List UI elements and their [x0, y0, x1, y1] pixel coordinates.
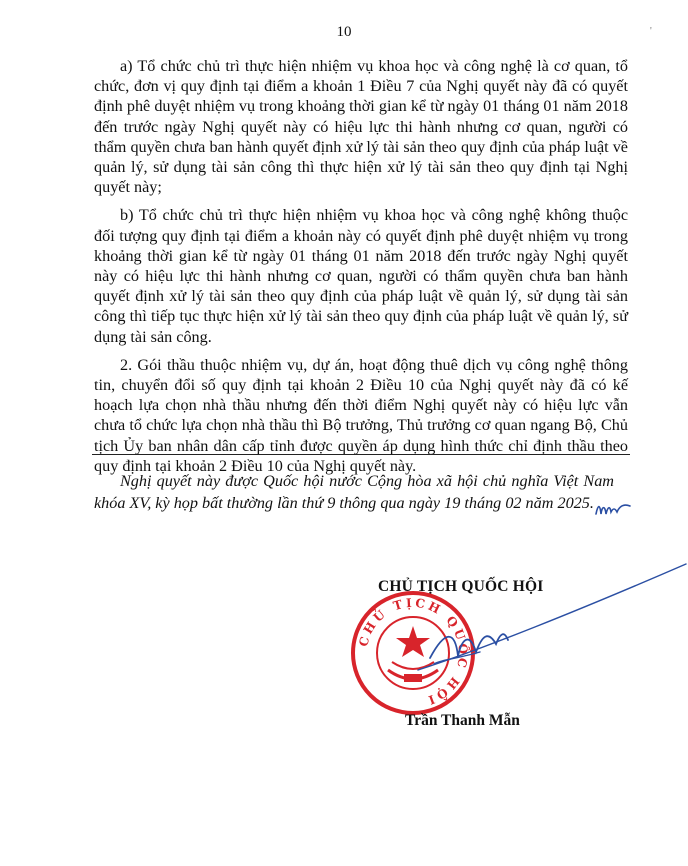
closing-statement: Nghị quyết này được Quốc hội nước Cộng hòa xã hội chủ nghĩa Việt Nam khóa XV, kỳ họp bất thường lần thứ 9 thông qua ngày 19 tháng 02 năm 2025.	[94, 472, 614, 512]
paragraph-b: b) Tổ chức chủ trì thực hiện nhiệm vụ khoa học và công nghệ không thuộc đối tượng quy định tại điểm a khoản này có quyết định phê duyệt nhiệm vụ trong khoảng thời gian kể từ ngày 01 tháng 01 năm 2018 đến trước ngày Nghị quyết này có hiệu lực thi hành nhưng cơ quan, người có thẩm quyền chưa ban hành quyết định xử lý tài sản theo quy định của pháp luật về quản lý, sử dụng tài sản công thì tiếp tục thực hiện xử lý tài sản theo quy định của pháp luật về quản lý, sử dụng tài sản công.	[94, 206, 628, 346]
separator-rule	[92, 454, 630, 455]
signature-scribble	[400, 560, 688, 720]
signatory-title: CHỦ TỊCH QUỐC HỘI	[378, 578, 544, 595]
paragraph-2: 2. Gói thầu thuộc nhiệm vụ, dự án, hoạt động thuê dịch vụ công nghệ thông tin, chuyển đổi số quy định tại khoản 2 Điều 10 của Nghị quyết này đã có kế hoạch lựa chọn nhà thầu nhưng đến thời điểm Nghị quyết này có hiệu lực vẫn chưa tổ chức lựa chọn nhà thầu thì Bộ trưởng, Thủ trưởng cơ quan ngang Bộ, Chủ tịch Ủy ban nhân dân cấp tỉnh được quyền áp dụng hình thức chỉ định thầu theo quy định tại khoản 2 Điều 10 của Nghị quyết này.	[94, 355, 628, 475]
signatory-name: Trần Thanh Mẫn	[405, 712, 520, 729]
page-number: 10	[336, 24, 352, 40]
initials-mark	[592, 496, 636, 522]
seal-text: CHỦ TỊCH QUỐC HỘI	[356, 595, 471, 708]
document-body	[94, 56, 628, 484]
corner-mark: '	[650, 26, 652, 37]
paragraph-a: a) Tổ chức chủ trì thực hiện nhiệm vụ khoa học và công nghệ là cơ quan, tổ chức, đơn vị quy định tại điểm a khoản 1 Điều 7 của Nghị quyết này đã có quyết định phê duyệt nhiệm vụ trong khoảng thời gian kể từ ngày 01 tháng 01 năm 2018 đến trước ngày Nghị quyết này có hiệu lực thi hành nhưng cơ quan, người có thẩm quyền chưa ban hành quyết định xử lý tài sản theo quy định của pháp luật về quản lý, sử dụng tài sản công thì thực hiện xử lý tài sản theo quy định tại Nghị quyết này;	[94, 57, 628, 197]
